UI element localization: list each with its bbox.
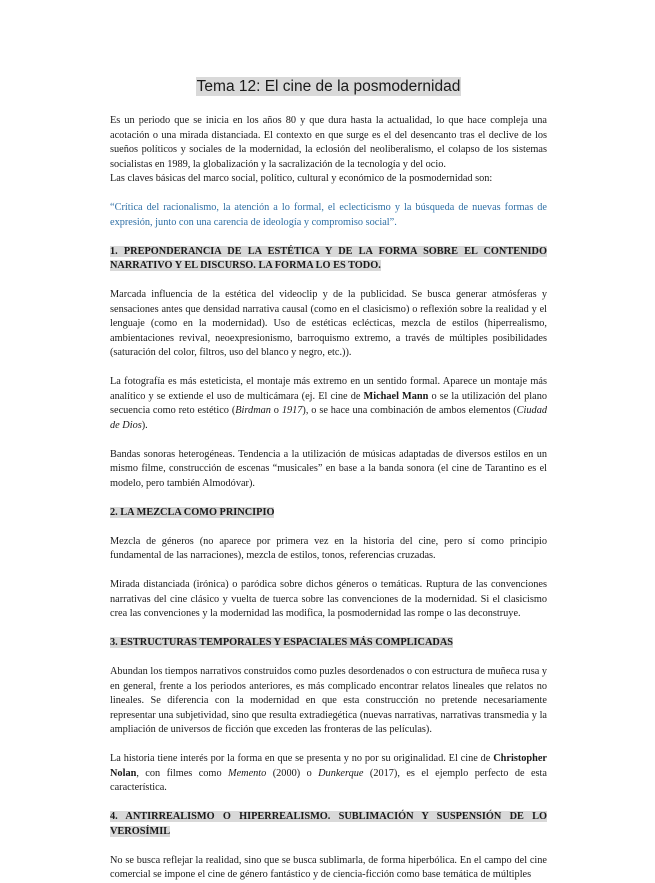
film-title: Memento	[228, 767, 267, 779]
section-2-paragraph-2: Mirada distanciada (irónica) o paródica sobre dichos géneros o temáticas. Ruptura de las convenciones narrativas del cine clásico y vuelta de tuerca sobre las convenciones de la modernidad. Si el clasicismo crea las convenciones y la modernidad las modifica, la posmodernidad las rompe o las deconstruye.	[110, 579, 547, 619]
section-4-heading-text: 4. ANTIRREALISMO O HIPERREALISMO. SUBLIMACIÓN Y SUSPENSIÓN DE LO VEROSÍMIL	[110, 811, 547, 837]
text-run: ), o se hace una combinación de ambos elementos (	[302, 405, 517, 416]
text-run: o	[270, 405, 282, 416]
text-run: , con filmes como	[136, 767, 228, 779]
director-name: Michael Mann	[363, 390, 429, 402]
director-name: Christopher Nolan	[110, 753, 547, 779]
text-run: o se la utilización del plano secuencia como reto estético (	[110, 390, 547, 416]
film-title: Dunkerque	[318, 767, 364, 779]
document-title: Tema 12: El cine de la posmodernidad	[196, 78, 461, 95]
intro-quote: “Crítica del racionalismo, la atención a lo formal, el eclecticismo y la búsqueda de nuevas formas de expresión, junto con una carencia de ideología y compromiso social”.	[110, 202, 547, 228]
text-run: ).	[141, 419, 148, 431]
section-3-heading-text: 3. ESTRUCTURAS TEMPORALES Y ESPACIALES MÁS COMPLICADAS	[110, 637, 453, 648]
section-3-paragraph-2	[110, 752, 547, 796]
text-run: (2000) o	[266, 767, 319, 779]
film-title: Birdman	[235, 405, 271, 416]
section-1-paragraph-3: Bandas sonoras heterogéneas. Tendencia a la utilización de músicas adaptadas de diversos estilos en un mismo filme, construcción de escenas “musicales” en base a la banda sonora (el cine de Tarantino es el modelo, pero también Almodóvar).	[110, 448, 547, 489]
intro-paragraph: Es un periodo que se inicia en los años 80 y que dura hasta la actualidad, lo que hace compleja una acotación o una mirada distanciada. El contexto en que surge es el del desencanto tras el declive de los sueños políticos y sociales de la modernidad, la eclosión del neoliberalismo, el colapso de los sistemas socialistas en 1989, la globalización y la sacralización de la tecnología y del ocio.	[110, 115, 547, 170]
text-run: La historia tiene interés por la forma en que se presenta y no por su originalidad. El cine de	[110, 753, 494, 764]
section-4-heading	[110, 810, 547, 839]
section-1-paragraph-1: Marcada influencia de la estética del videoclip y de la publicidad. Se busca generar atmósferas y sensaciones antes que densidad narrativa causal (como en el clasicismo) o reflexión sobre la realidad y el lenguaje (como en la modernidad). Uso de estéticas eclécticas, mezcla de estilos (hiperrealismo, ambientaciones revival, neoexpresionismo, barroquismo extremo, a través de múltiples posibilidades (saturación del color, filtros, uso del blanco y negro, etc.)).	[110, 289, 547, 358]
section-1-heading-text: 1. PREPONDERANCIA DE LA ESTÉTICA Y DE LA FORMA SOBRE EL CONTENIDO NARRATIVO Y EL DISCURSO. LA FORMA LO ES TODO.	[110, 245, 547, 271]
section-3-heading	[110, 636, 547, 651]
section-2-paragraph-1: Mezcla de géneros (no aparece por primera vez en la historia del cine, pero sí como principio fundamental de las narraciones), mezcla de estilos, tonos, referencias cruzadas.	[110, 535, 547, 561]
section-2-heading-text: 2. LA MEZCLA COMO PRINCIPIO	[110, 506, 275, 518]
section-2-heading	[110, 506, 547, 521]
film-title: 1917	[281, 405, 303, 416]
section-1-paragraph-2	[110, 375, 547, 433]
text-run: La fotografía es más esteticista, el montaje más extremo en un sentido formal. Aparece un montaje más analítico y se extiende el uso de multicámara (ej. El cine de	[110, 376, 547, 402]
intro-keys-paragraph: Las claves básicas del marco social, político, cultural y económico de la posmodernidad son:	[110, 173, 493, 184]
section-3-paragraph-1: Abundan los tiempos narrativos construidos como puzles desordenados o con estructura de muñeca rusa y en general, frente a los periodos anteriores, es más complicado encontrar relatos lineales que relatos no lineales. Se diferencia con la modernidad en que esta construcción no pretende necesariamente representar una subjetividad, sino que resulta extradiegética (nuevas narrativas, narrativas transmedia y la ampliación de universos de ficción que exceden las fronteras de las películas).	[110, 666, 547, 735]
section-4-paragraph-1: No se busca reflejar la realidad, sino que se busca sublimarla, de forma hiperbólica. En el campo del cine comercial se impone el cine de género fantástico y de ciencia-ficción como base temática de múltiples	[110, 854, 547, 880]
title-wrap	[110, 0, 547, 96]
text-run: (2017), es el ejemplo perfecto de esta característica.	[110, 767, 547, 793]
film-title: Ciudad de Dios	[110, 405, 547, 431]
section-1-heading	[110, 245, 547, 274]
